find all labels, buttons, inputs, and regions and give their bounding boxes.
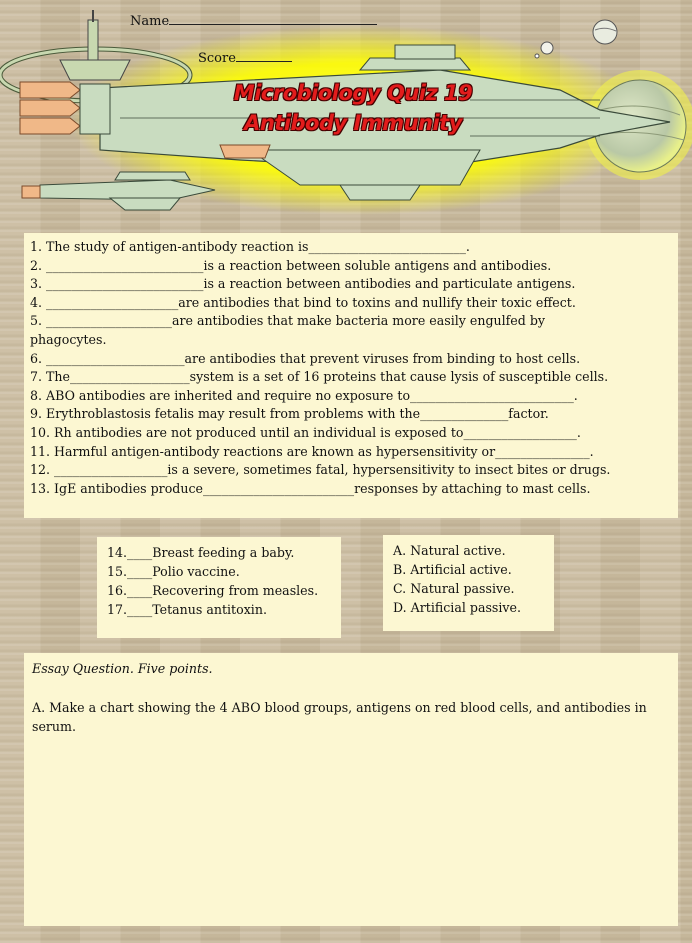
name-line	[130, 12, 377, 29]
score-line	[198, 49, 292, 66]
title-line-2: Antibody Immunity	[244, 111, 462, 135]
option-b: B. Artificial active.	[393, 562, 512, 577]
question-12: 12. __________________is a severe, sometimes fatal, hypersensitivity to insect bites or drugs.	[30, 462, 611, 478]
small-moon-icon	[541, 42, 553, 54]
name-label: Name	[130, 14, 170, 29]
questions-panel	[24, 233, 678, 518]
question-10: 10. Rh antibodies are not produced until an individual is exposed to__________________.	[30, 424, 581, 440]
engine-thrusters	[20, 82, 80, 134]
question-6: 6. ______________________are antibodies that prevent viruses from binding to host cells.	[30, 350, 581, 366]
question-13: 13. IgE antibodies produce________________________responses by attaching to mast cells.	[30, 480, 591, 496]
question-9: 9. Erythroblastosis fetalis may result from problems with the______________factor.	[30, 406, 549, 422]
question-11: 11. Harmful antigen-antibody reactions are known as hypersensitivity or_______________.	[30, 443, 594, 459]
matching-item-15: 15.____Polio vaccine.	[107, 564, 240, 579]
essay-panel	[24, 653, 678, 926]
option-d: D. Artificial passive.	[393, 600, 521, 615]
matching-items-panel	[97, 537, 341, 638]
essay-prompt: A. Make a chart showing the 4 ABO blood groups, antigens on red blood cells, and antibodies in serum.	[32, 700, 647, 734]
score-label: Score	[198, 51, 236, 66]
option-c: C. Natural passive.	[393, 581, 515, 596]
name-field[interactable]	[169, 12, 377, 25]
matching-item-16: 16.____Recovering from measles.	[107, 583, 319, 598]
score-field[interactable]	[236, 49, 292, 62]
question-8: 8. ABO antibodies are inherited and require no exposure to__________________________.	[30, 387, 578, 403]
moon-icon	[593, 20, 617, 44]
question-4: 4. _____________________are antibodies that bind to toxins and nullify their toxic effect.	[30, 294, 576, 310]
question-2: 2. _________________________is a reaction between soluble antigens and antibodies.	[30, 257, 552, 273]
question-3: 3. _________________________is a reaction between antibodies and particulate antigens.	[30, 276, 576, 292]
quiz-title	[228, 78, 478, 138]
question-1: 1. The study of antigen-antibody reaction is_________________________.	[30, 239, 470, 254]
question-5-continued: phagocytes.	[30, 331, 107, 347]
question-7: 7. The___________________system is a set of 16 proteins that cause lysis of susceptible cells.	[30, 369, 609, 385]
option-a: A. Natural active.	[393, 543, 506, 558]
matching-options-panel	[383, 535, 554, 631]
question-5: 5. ____________________are antibodies that make bacteria more easily engulfed by	[30, 313, 545, 329]
matching-item-14: 14.____Breast feeding a baby.	[107, 545, 295, 560]
title-line-1: Microbiology Quiz 19	[233, 81, 473, 105]
essay-heading: Essay Question. Five points.	[32, 661, 213, 676]
matching-item-17: 17.____Tetanus antitoxin.	[107, 602, 267, 617]
